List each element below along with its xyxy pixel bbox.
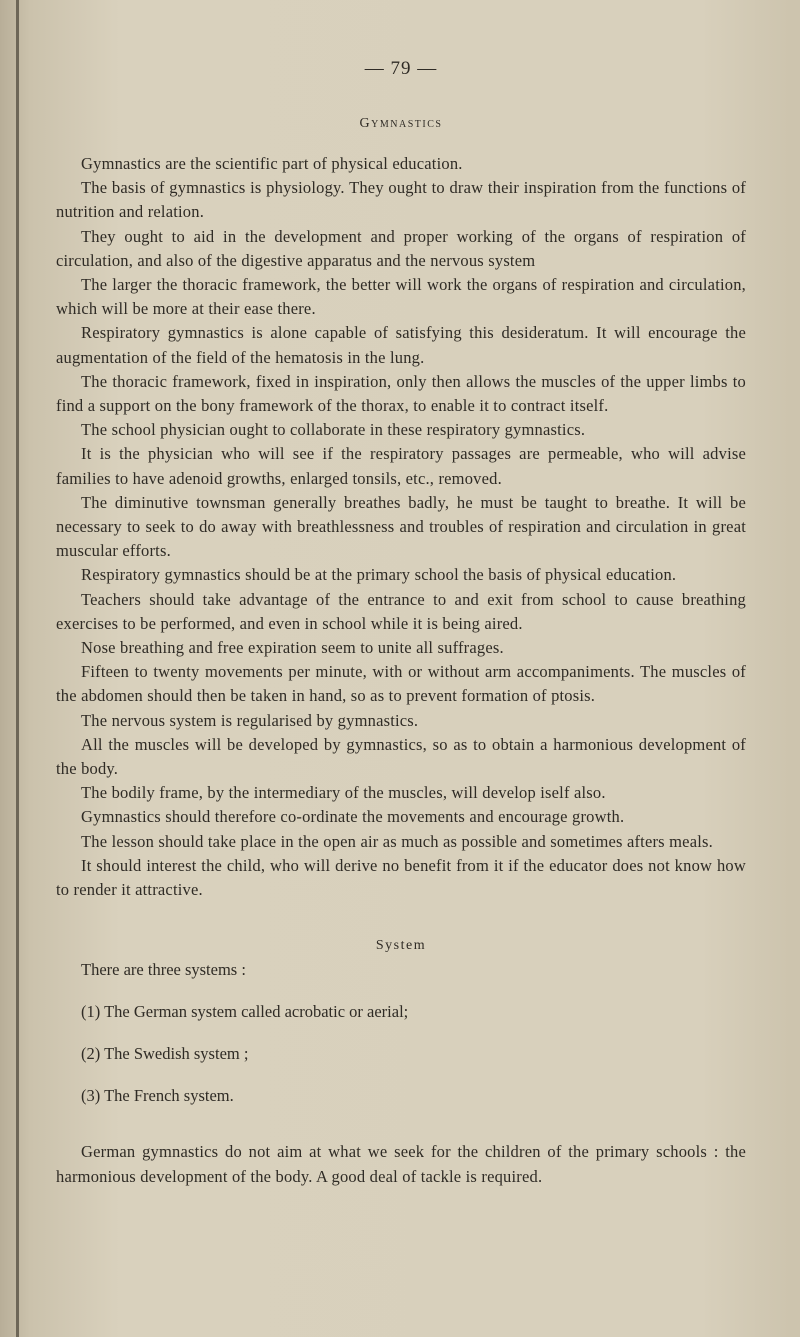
paragraph: Respiratory gymnastics is alone capable of satisfying this desideratum. It will encourage the augmentation of the field of the hematosis in the lung. [56,323,746,367]
paragraph: It should interest the child, who will derive no benefit from it if the educator does not know how to render it attractive. [56,855,746,900]
paragraph: The lesson should take place in the open air as much as possible and sometimes afters meals. [81,831,713,851]
paragraph: Gymnastics should therefore co-ordinate the movements and encourage growth. [81,807,625,827]
list-item: (2) The Swedish system ; [81,1044,249,1064]
list-item: (3) The French system. [81,1086,234,1106]
paragraph: The diminutive townsman generally breathes badly, he must be taught to breathe. It will be necessary to seek to do away with breathlessness and troubles of respiration and circulation in great muscular efforts. [56,492,746,561]
paragraph: They ought to aid in the development and proper working of the organs of respiration of circulation, and also of the digestive apparatus and the nervous system [56,226,746,270]
body-text [56,152,746,902]
page-binding-edge [16,0,19,1337]
paragraph: The bodily frame, by the intermediary of the muscles, will develop iself also. [81,783,606,803]
paragraph: The larger the thoracic framework, the better will work the organs of respiration and circulation, which will be more at their ease there. [56,275,746,319]
paragraph: It is the physician who will see if the respiratory passages are permeable, who will advise families to have adenoid growths, enlarged tonsils, etc., removed. [56,444,746,488]
paragraph: The school physician ought to collaborate in these respiratory gymnastics. [81,420,586,440]
system-list [56,1000,746,1108]
paragraph: The nervous system is regularised by gymnastics. [81,710,419,730]
list-item: (1) The German system called acrobatic or aerial; [81,1002,409,1022]
page-number: — 79 — [364,58,438,79]
closing-paragraph: German gymnastics do not aim at what we seek for the children of the primary schools : the harmonious development of the body. A good deal of tackle is required. [56,1142,746,1186]
paragraph: The thoracic framework, fixed in inspiration, only then allows the muscles of the upper limbs to find a support on the bony framework of the thorax, to enable it to contract itself. [56,371,746,416]
section-heading-gymnastics: Gymnastics [359,116,443,131]
paragraph: Teachers should take advantage of the entrance to and exit from school to cause breathing exercises to be performed, and even in school while it is being aired. [56,589,746,633]
paragraph: Gymnastics are the scientific part of physical education. [81,154,463,173]
system-intro: There are three systems : [81,960,246,980]
paragraph: Respiratory gymnastics should be at the primary school the basis of physical education. [81,565,677,585]
paragraph: Fifteen to twenty movements per minute, with or without arm accompaniments. The muscles of the abdomen should then be taken in hand, so as to prevent formation of ptosis. [56,662,746,706]
section-heading-system: System [375,938,427,954]
paragraph: All the muscles will be developed by gymnastics, so as to obtain a harmonious development of the body. [56,734,746,779]
page-content [56,58,746,1189]
paragraph: The basis of gymnastics is physiology. They ought to draw their inspiration from the functions of nutrition and relation. [56,178,746,222]
paragraph: Nose breathing and free expiration seem to unite all suffrages. [81,638,504,658]
